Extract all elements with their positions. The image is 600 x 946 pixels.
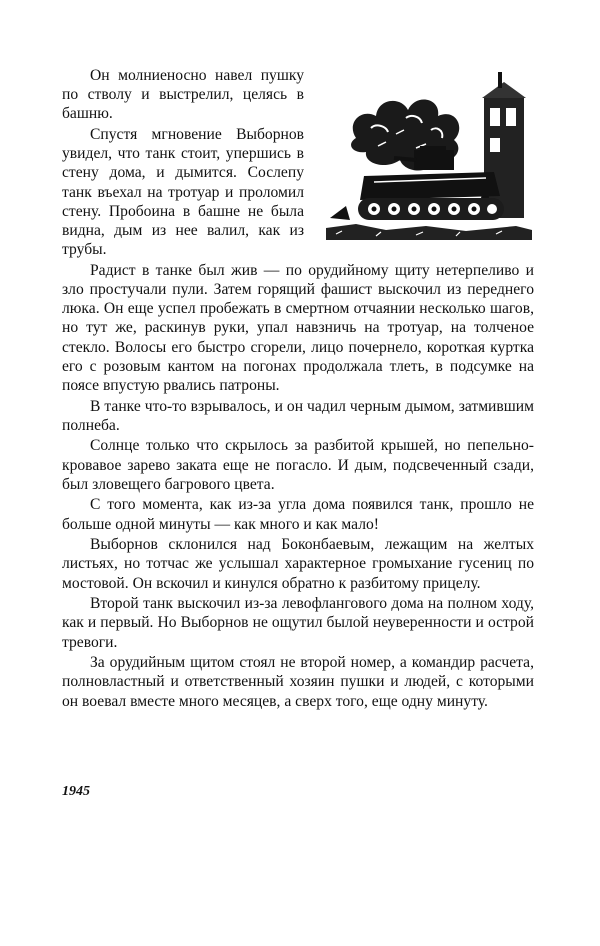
paragraph-1: Он молниеносно навел пушку по стволу и выстрелил, целясь в башню. bbox=[62, 67, 304, 123]
page-body bbox=[62, 66, 534, 711]
paragraph-2: Спустя мгновение Выборнов увидел, что танк стоит, упершись в стену дома, и дымится. Сослепу танк въехал на тротуар и проломил стену. Пробоина в башне не была видна, дым из нее валил, как из трубы. bbox=[62, 126, 304, 259]
paragraph-4: В танке что-то взрывалось, и он чадил черным дымом, затмившим полнеба. bbox=[62, 397, 534, 434]
paragraph-9: За орудийным щитом стоял не второй номер, а командир расчета, полновластный и ответственный хозяин пушки и людей, с которыми он воевал вместе много месяцев, а сверх того, еще одну минуту. bbox=[62, 654, 534, 710]
paragraph-6: С того момента, как из-за угла дома появился танк, прошло не больше одной минуты — как много и как мало! bbox=[62, 496, 534, 533]
publication-year: 1945 bbox=[62, 784, 90, 799]
paragraph-7: Выборнов склонился над Боконбаевым, лежащим на желтых листьях, но тотчас же услышал характерное громыхание гусениц по мостовой. Он вскочил и кинулся обратно к разбитому прицелу. bbox=[62, 536, 534, 592]
paragraph-8: Второй танк выскочил из-за левофлангового дома на полном ходу, как и первый. Но Выборнов не ощутил былой неуверенности и острой тревоги. bbox=[62, 595, 534, 651]
paragraph-3: Радист в танке был жив — по орудийному щиту нетерпеливо и зло простучали пули. Затем горящий фашист выскочил из переднего люка. Он еще успел пробежать в смертном отчаянии несколько шагов, но тут же, раскинув руки, упал навзничь на тротуар, на толченое стекло. Волосы его быстро сгорели, лицо почернело, короткая куртка его с розовым кантом на погонах продолжала тлеть, в подсумке на поясе впустую рвались патроны. bbox=[62, 261, 534, 395]
paragraph-5: Солнце только что скрылось за разбитой крышей, но пепельно-кровавое зарево заката еще не погасло. И дым, подсвеченный сзади, был зловещего багрового цвета. bbox=[62, 437, 534, 493]
burning-tank-illustration bbox=[316, 68, 534, 250]
